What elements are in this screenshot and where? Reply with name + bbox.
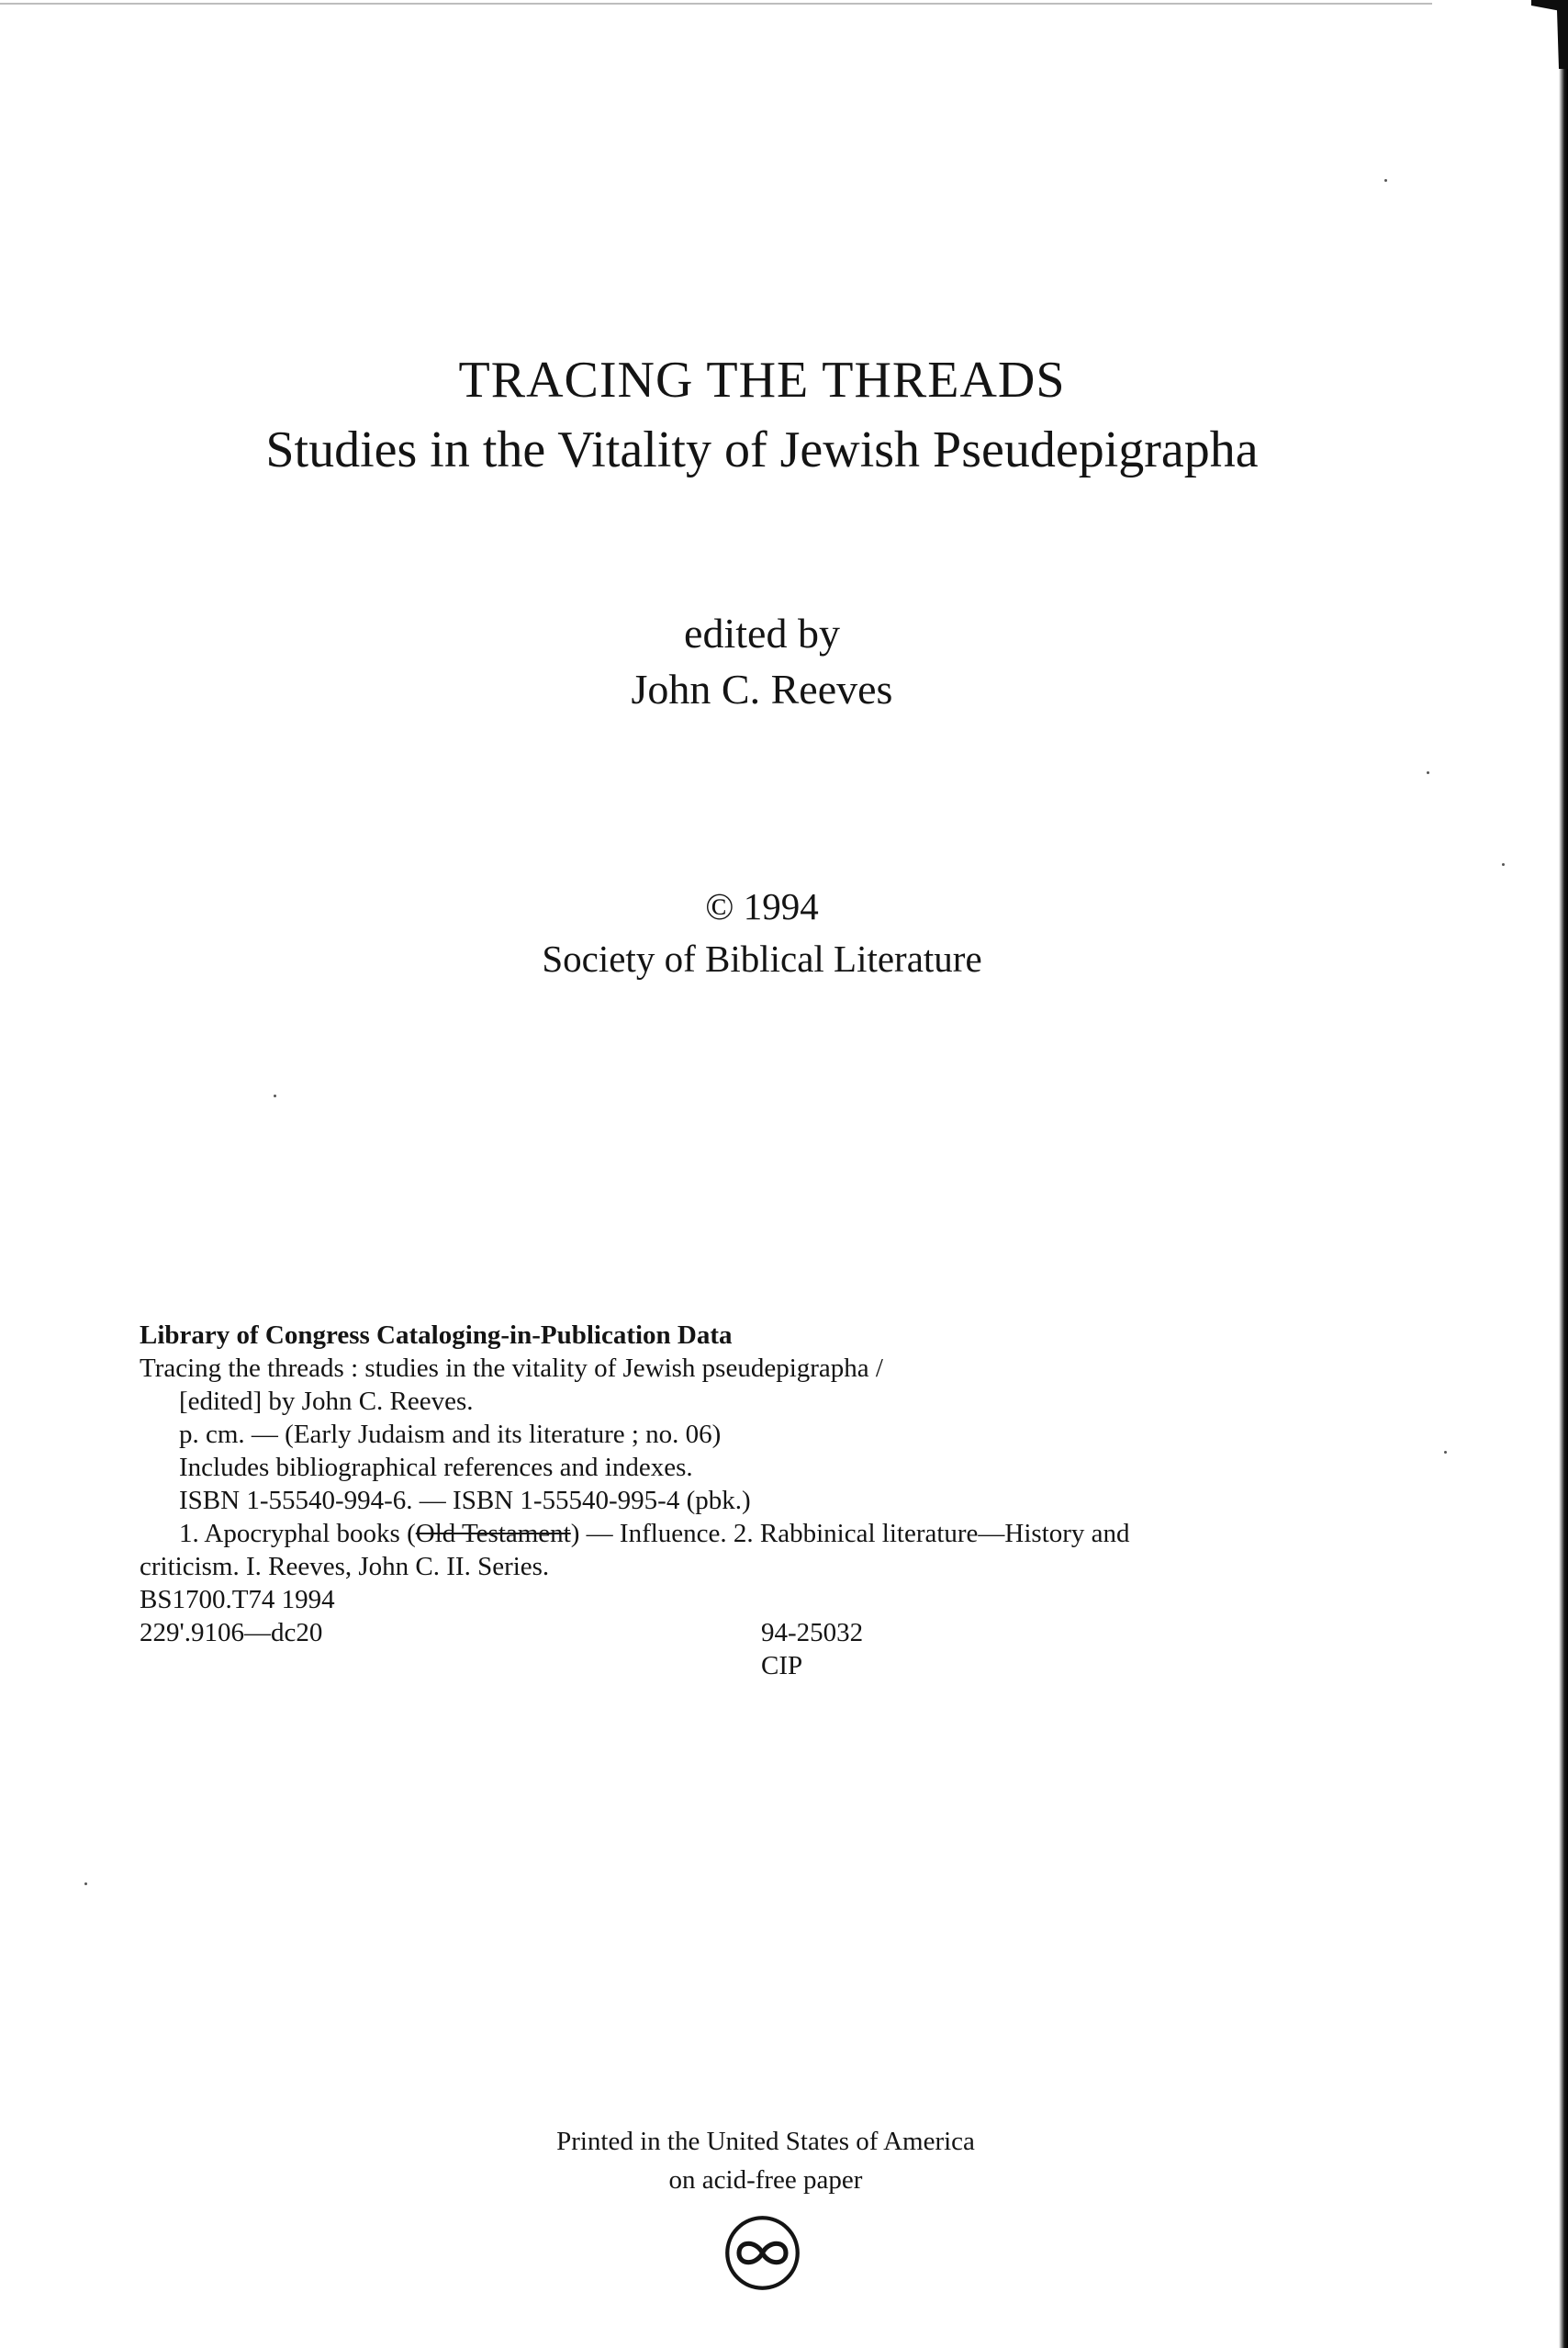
acid-free-notice: on acid-free paper	[668, 2165, 863, 2195]
publisher-name: Society of Biblical Literature	[542, 938, 982, 980]
cip-lccn: 94-25032	[761, 1618, 864, 1647]
cip-dewey: 229'.9106—dc20	[140, 1618, 323, 1647]
cip-editor-line: [edited] by John C. Reeves.	[179, 1387, 474, 1416]
copyright-notice: © 1994	[705, 885, 819, 927]
printed-in-notice: Printed in the United States of America	[556, 2127, 975, 2156]
cip-series-line: p. cm. — (Early Judaism and its literature ; no. 06)	[179, 1420, 722, 1449]
cip-label: CIP	[761, 1651, 803, 1680]
infinity-paper-icon	[723, 2214, 801, 2292]
cip-criticism-line: criticism. I. Reeves, John C. II. Series.	[140, 1552, 550, 1581]
cip-subjects-line	[140, 1517, 1130, 1550]
scan-speck	[274, 1095, 276, 1097]
cip-subject-part-a: 1. Apocryphal books (	[179, 1519, 416, 1548]
cip-title-line: Tracing the threads : studies in the vitality of Jewish pseudepigrapha /	[140, 1354, 883, 1383]
book-subtitle: Studies in the Vitality of Jewish Pseudepigrapha	[265, 421, 1259, 478]
cip-subject-part-b: ) — Influence. 2. Rabbinical literature—History and	[570, 1519, 1130, 1548]
edited-by-label: edited by	[684, 610, 840, 657]
cip-block	[140, 1319, 1130, 1682]
scan-edge-mark	[1531, 0, 1568, 69]
scan-speck	[84, 1882, 87, 1885]
editor-name: John C. Reeves	[631, 666, 893, 713]
book-title: TRACING THE THREADS	[458, 352, 1066, 409]
cip-bibliography-line: Includes bibliographical references and indexes.	[179, 1453, 693, 1482]
cip-dewey-row	[140, 1616, 1130, 1649]
cip-label-row	[140, 1649, 1130, 1682]
scan-edge-shadow	[1559, 0, 1568, 2348]
scan-speck	[1384, 179, 1387, 182]
scan-speck	[1502, 863, 1505, 866]
scan-speck	[1444, 1451, 1447, 1454]
cip-struck-text: Old Testament	[415, 1519, 571, 1548]
scan-top-rule	[0, 3, 1432, 5]
scan-speck	[1427, 771, 1429, 774]
cip-isbn-line: ISBN 1-55540-994-6. — ISBN 1-55540-995-4 (pbk.)	[179, 1486, 751, 1515]
cip-call-number: BS1700.T74 1994	[140, 1585, 335, 1614]
cip-heading: Library of Congress Cataloging-in-Publication Data	[140, 1320, 733, 1350]
